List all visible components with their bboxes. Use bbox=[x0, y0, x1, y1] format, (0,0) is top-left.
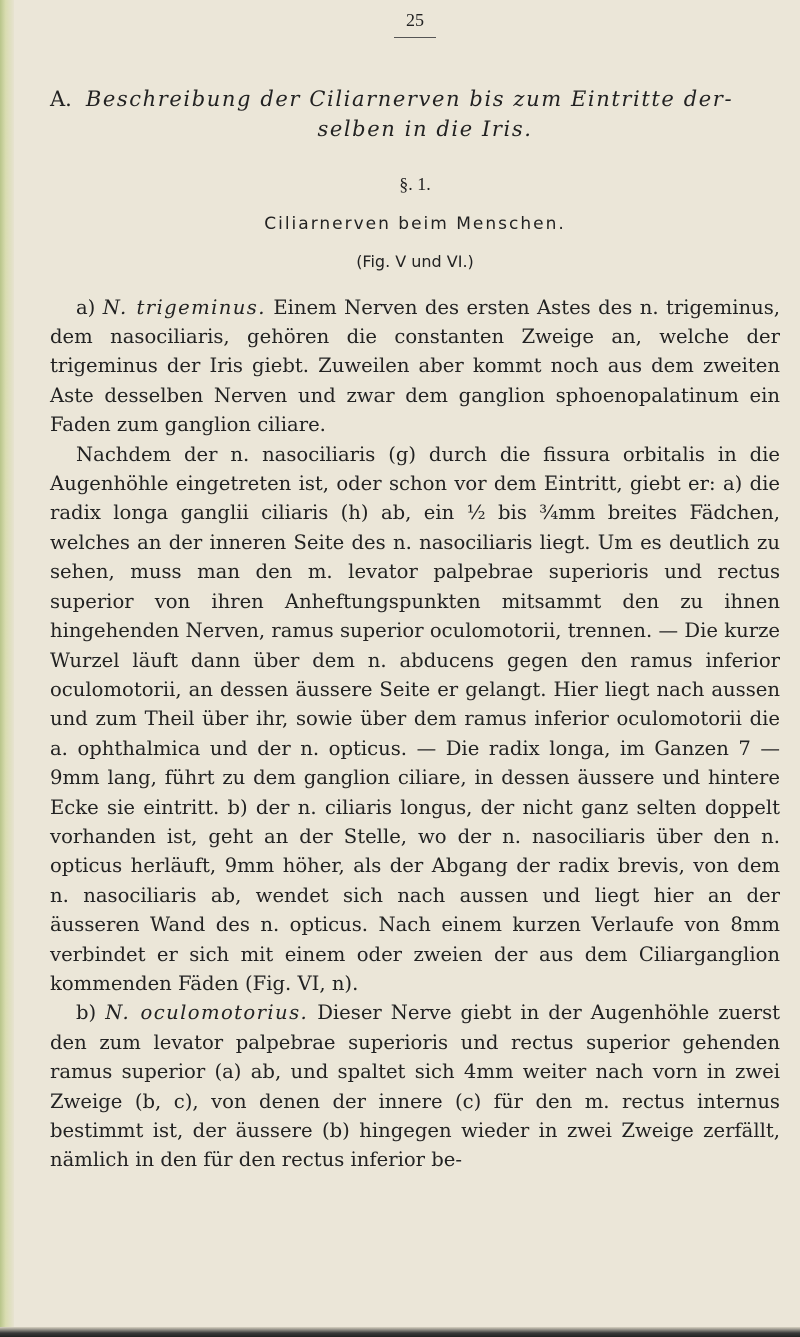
book-spine-edge bbox=[0, 0, 14, 1337]
heading-letter: A. bbox=[50, 87, 72, 112]
paragraph-label: b) bbox=[76, 1001, 97, 1025]
heading-title-line1: Beschreibung der Ciliarnerven bis zum Eintritte der- bbox=[85, 87, 734, 112]
section-subheading: Ciliarnerven beim Menschen. bbox=[264, 213, 566, 234]
heading-title-line2: selben in die Iris. bbox=[317, 117, 533, 142]
paragraph-label: a) bbox=[76, 295, 96, 319]
page bbox=[50, 0, 780, 1175]
paragraph-text: Dieser Nerve giebt in der Augenhöhle zuerst den zum levator palpebrae superioris und rectus superior gehenden ramus superior (a) ab, und spaltet sich 4mm weiter nach vorn in zwei Zweige (b, c), von denen der innere (c) für den m. rectus internus bestimmt ist, der äussere (b) hingegen wieder in zwei Zweige zerfällt, nämlich in den für den rectus inferior be- bbox=[50, 1001, 781, 1172]
chapter-heading bbox=[50, 84, 780, 144]
page-bottom-edge bbox=[0, 1327, 800, 1337]
nerve-name: N. trigeminus. bbox=[102, 295, 266, 319]
body-text bbox=[50, 293, 780, 1175]
paragraph-text: Einem Nerven des ersten Astes des n. trigeminus, dem nasociliaris, gehören die constanten Zweige an, welche der trigeminus der Iris giebt. Zuweilen aber kommt noch aus dem zweiten Aste desselben Nerven und zwar dem ganglion sphoenopalatinum ein Faden zum ganglion ciliare. bbox=[50, 295, 781, 437]
figure-reference: (Fig. V und VI.) bbox=[356, 252, 474, 272]
nerve-name: N. oculomotorius. bbox=[105, 1001, 309, 1025]
paragraph-nasociliaris: Nachdem der n. nasociliaris (g) durch die fissura orbitalis in die Augenhöhle eingetreten ist, oder schon vor dem Eintritt, giebt er: a) die radix longa ganglii ciliaris (h) ab, ein ½ bis ¾mm breites Fädchen, welches an der inneren Seite des n. nasociliaris liegt. Um es deutlich zu sehen, muss man den m. levator palpebrae superioris und rectus superior von ihren Anheftungspunkten mitsammt den zu ihnen hingehenden Nerven, ramus superior oculomotorii, trennen. — Die kurze Wurzel läuft dann über dem n. abducens gegen den ramus inferior oculomotorii, an dessen äussere Seite er gelangt. Hier liegt nach aussen und zum Theil über ihr, sowie über dem ramus inferior oculomotorii die a. ophthalmica und der n. opticus. — Die radix longa, im Ganzen 7 — 9mm lang, führt zu dem ganglion ciliare, in dessen äussere und hintere Ecke sie eintritt. b) der n. ciliaris longus, der nicht ganz selten doppelt vorhanden ist, geht an der Stelle, wo der n. nasociliaris über den n. opticus herläuft, 9mm höher, als der Abgang der radix brevis, von dem n. nasociliaris ab, wendet sich nach aussen und liegt hier an der äusseren Wand des n. opticus. Nach einem kurzen Verlaufe von 8mm verbindet er sich mit einem oder zweien der aus dem Ciliarganglion kommenden Fäden (Fig. VI, n). bbox=[50, 442, 780, 995]
page-number: 25 bbox=[406, 10, 424, 30]
page-number-rule bbox=[394, 35, 436, 38]
paragraph-trigeminus bbox=[50, 293, 780, 440]
section-number: §. 1. bbox=[399, 174, 431, 195]
paragraph-oculomotorius bbox=[50, 998, 780, 1174]
